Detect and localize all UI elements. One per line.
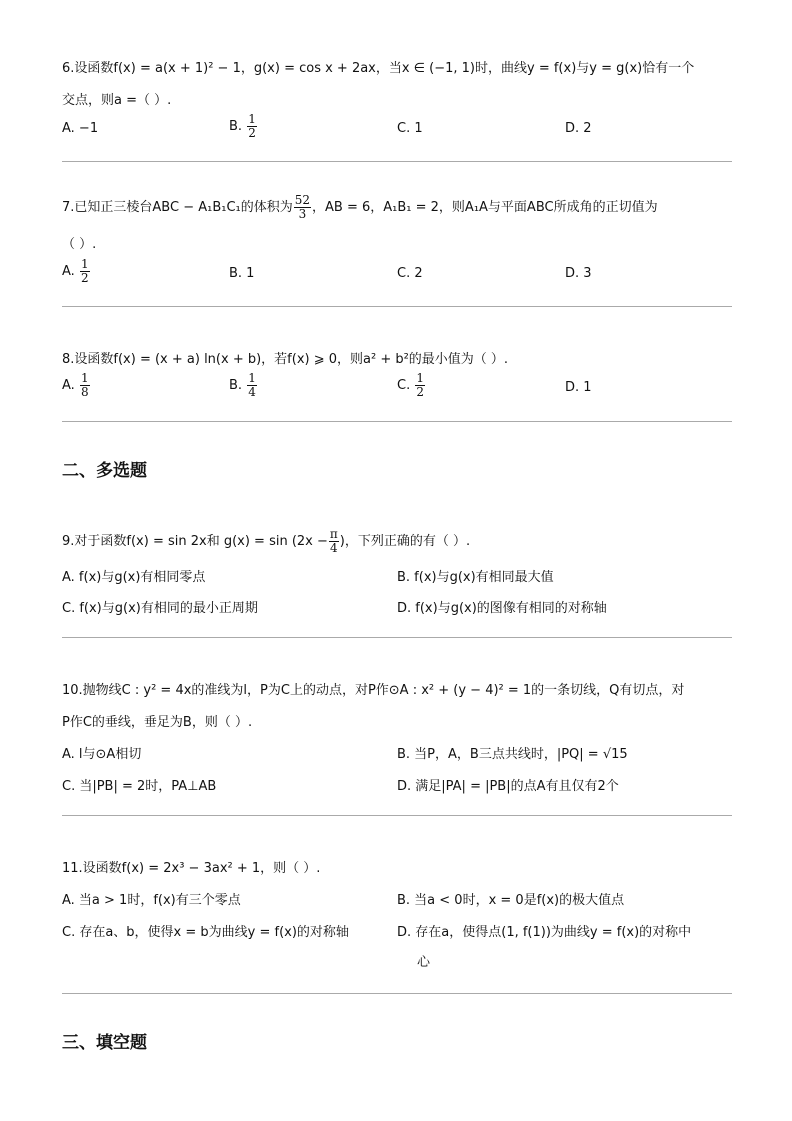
q8-option-c-label: C. xyxy=(397,378,411,393)
q8-option-b-label: B. xyxy=(229,378,243,393)
q6-option-a: A. −1 xyxy=(62,121,99,136)
section-heading-multiple-choice: 二、多选题 xyxy=(62,461,147,481)
q10-option-a: A. l与⊙A相切 xyxy=(62,747,142,762)
frac-denominator: 2 xyxy=(248,126,256,140)
q8-option-b-fraction xyxy=(247,372,257,399)
q7-stem-line2: （ ）. xyxy=(62,237,97,252)
q7-option-a-label: A. xyxy=(62,264,75,279)
frac-numerator: 1 xyxy=(80,257,89,271)
q8-option-c xyxy=(397,372,426,399)
frac-numerator: 1 xyxy=(416,371,424,385)
q7-stem-pre: 7.已知正三棱台ABC − A₁B₁C₁的体积为 xyxy=(62,200,293,215)
frac-denominator: 8 xyxy=(80,385,89,399)
frac-denominator: 4 xyxy=(248,385,256,399)
q8-option-a-label: A. xyxy=(62,378,75,393)
q11-option-a: A. 当a > 1时，f(x)有三个零点 xyxy=(62,893,241,908)
q7-option-d: D. 3 xyxy=(565,266,592,281)
q9-option-c: C. f(x)与g(x)有相同的最小正周期 xyxy=(62,601,258,616)
q9-paren-open: (2x − xyxy=(291,534,328,549)
q10-option-c: C. 当|PB| = 2时，PA⊥AB xyxy=(62,779,217,794)
divider xyxy=(62,421,732,422)
q11-stem-line1: 11.设函数f(x) = 2x³ − 3ax² + 1，则（ ）. xyxy=(62,861,321,876)
q7-option-a xyxy=(62,258,91,285)
q8-option-c-fraction xyxy=(415,372,425,399)
q8-option-a xyxy=(62,372,91,399)
q6-option-b-fraction xyxy=(247,113,257,140)
frac-denominator: 2 xyxy=(416,385,424,399)
divider xyxy=(62,161,732,162)
q7-stem-post: ，AB = 6，A₁B₁ = 2，则A₁A与平面ABC所成角的正切值为 xyxy=(312,200,658,215)
frac-numerator: π xyxy=(329,527,338,541)
q11-option-d-continued: 心 xyxy=(417,955,431,970)
frac-numerator: 52 xyxy=(294,193,311,207)
q11-option-b: B. 当a < 0时，x = 0是f(x)的极大值点 xyxy=(397,893,625,908)
divider xyxy=(62,637,732,638)
frac-denominator: 2 xyxy=(80,271,89,285)
q9-stem-line1 xyxy=(62,528,732,555)
q8-stem-line1: 8.设函数f(x) = (x + a) ln(x + b)，若f(x) ⩾ 0，则a² + b²的最小值为（ ）. xyxy=(62,352,509,367)
q6-option-b xyxy=(229,113,258,140)
q11-option-c: C. 存在a、b，使得x = b为曲线y = f(x)的对称轴 xyxy=(62,925,349,940)
q8-option-b xyxy=(229,372,258,399)
q8-option-a-fraction xyxy=(80,372,90,399)
q7-option-c: C. 2 xyxy=(397,266,423,281)
q6-stem-line2: 交点，则a =（ ）. xyxy=(62,93,172,108)
divider xyxy=(62,306,732,307)
q11-option-d: D. 存在a，使得点(1, f(1))为曲线y = f(x)的对称中 xyxy=(397,925,692,940)
frac-numerator: 1 xyxy=(80,371,89,385)
q8-option-d: D. 1 xyxy=(565,380,592,395)
q6-option-c: C. 1 xyxy=(397,121,423,136)
divider xyxy=(62,993,732,994)
divider xyxy=(62,815,732,816)
q6-stem-line1: 6.设函数f(x) = a(x + 1)² − 1，g(x) = cos x + 2ax，当x ∈ (−1, 1)时，曲线y = f(x)与y = g(x)恰有一个 xyxy=(62,61,695,76)
frac-denominator: 3 xyxy=(298,207,307,221)
q7-option-a-fraction xyxy=(80,258,90,285)
q7-volume-fraction xyxy=(294,194,311,221)
q7-stem-line1 xyxy=(62,194,732,221)
q9-pi-fraction xyxy=(329,528,339,555)
q9-option-d: D. f(x)与g(x)的图像有相同的对称轴 xyxy=(397,601,607,616)
q9-paren-close: ) xyxy=(339,534,345,549)
frac-denominator: 4 xyxy=(330,541,338,555)
q9-option-b: B. f(x)与g(x)有相同最大值 xyxy=(397,570,554,585)
q6-option-b-label: B. xyxy=(229,119,243,134)
q10-stem-line1: 10.抛物线C : y² = 4x的准线为l，P为C上的动点，对P作⊙A : x² + (y − 4)² = 1的一条切线，Q有切点，对 xyxy=(62,683,685,698)
q9-stem-pre: 9.对于函数f(x) = sin 2x和 g(x) = sin xyxy=(62,534,288,549)
section-heading-fill-in: 三、填空题 xyxy=(62,1033,147,1053)
q10-stem-line2: P作C的垂线，垂足为B，则（ ）. xyxy=(62,715,253,730)
frac-numerator: 1 xyxy=(248,371,256,385)
q9-stem-post: ，下列正确的有（ ）. xyxy=(344,534,471,549)
q10-option-d: D. 满足|PA| = |PB|的点A有且仅有2个 xyxy=(397,779,619,794)
q10-option-b: B. 当P，A，B三点共线时，|PQ| = √15 xyxy=(397,747,628,762)
q9-option-a: A. f(x)与g(x)有相同零点 xyxy=(62,570,206,585)
q7-option-b: B. 1 xyxy=(229,266,255,281)
frac-numerator: 1 xyxy=(248,112,256,126)
q6-option-d: D. 2 xyxy=(565,121,592,136)
